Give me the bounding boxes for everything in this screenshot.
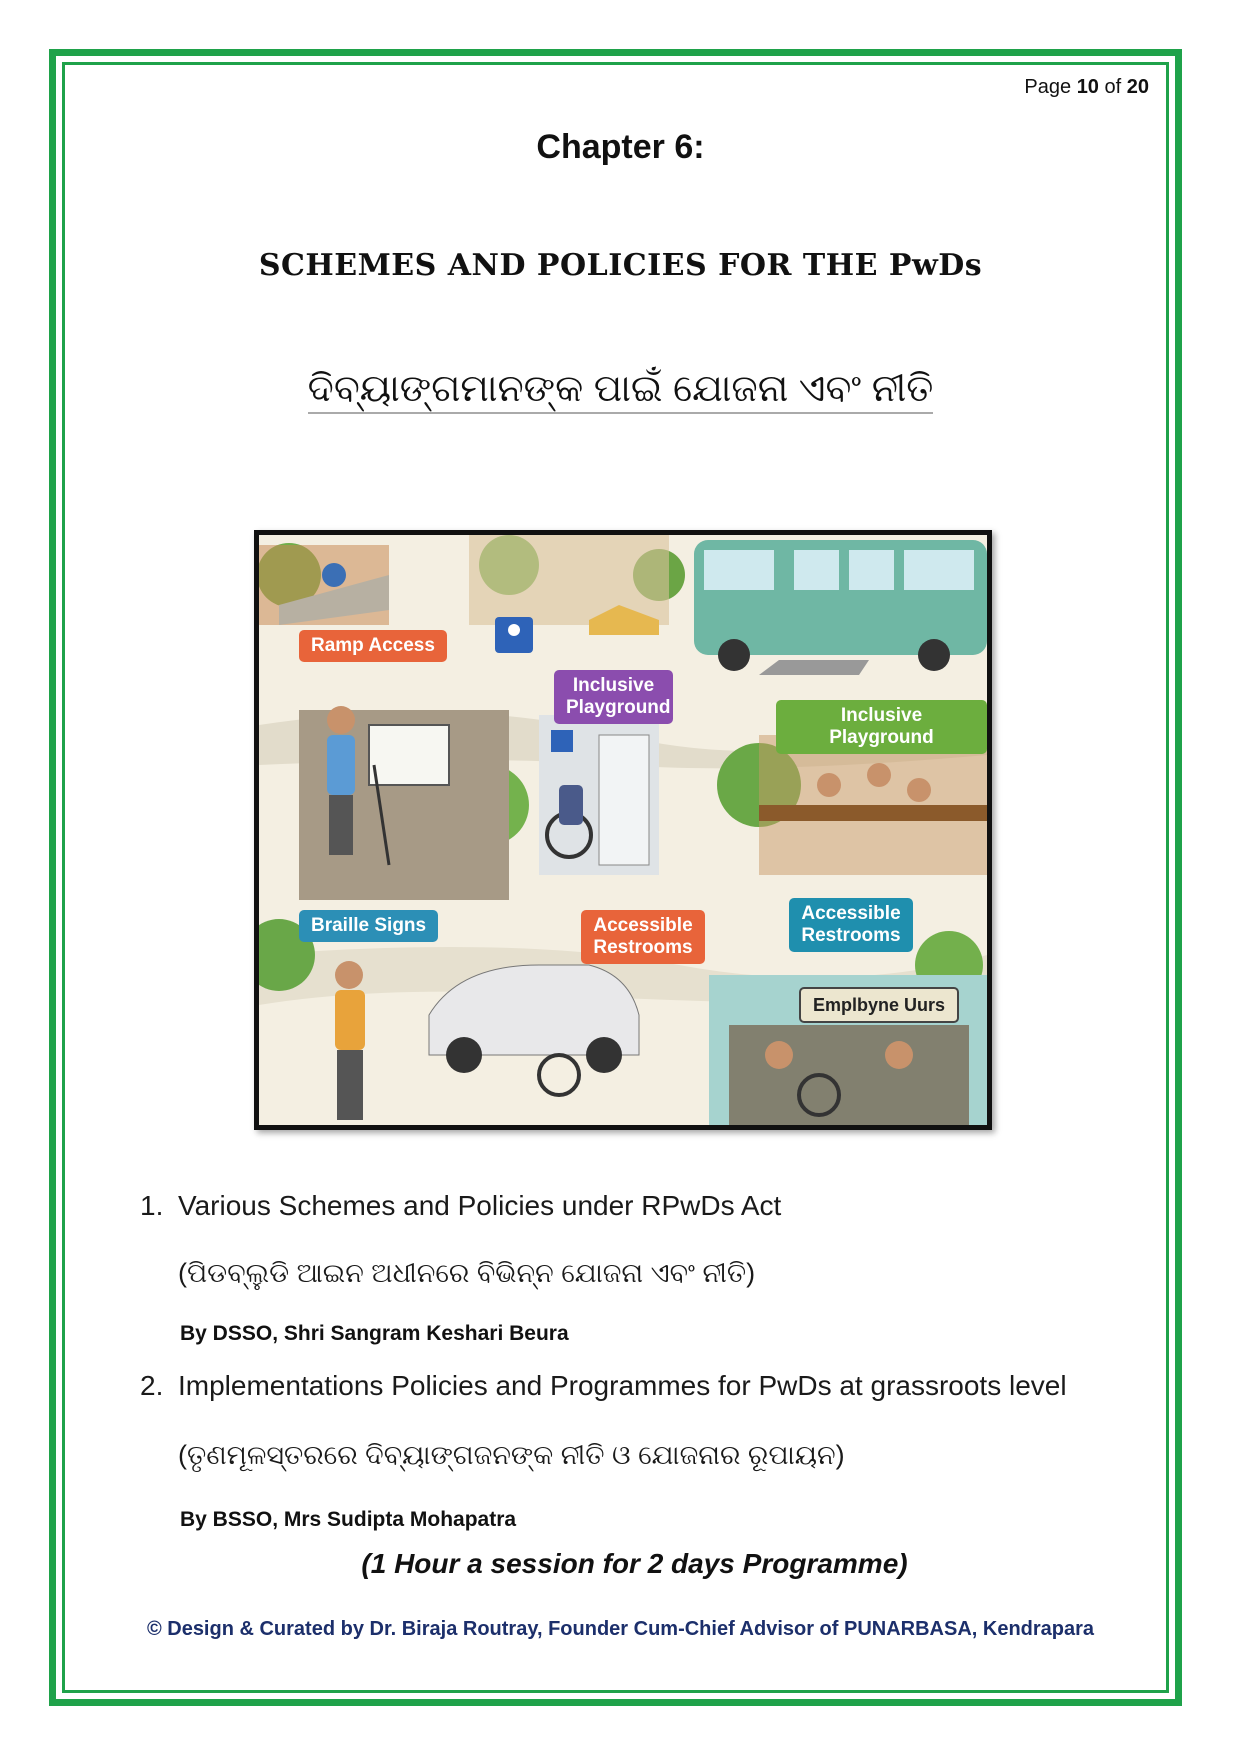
- list-number: 2.: [140, 1370, 164, 1401]
- illustration-scene: [259, 535, 987, 1125]
- list-item-odia: (ପିଡବ୍ଲୁଡି ଆଇନ ଅଧୀନରେ ବିଭିନ୍ନ ଯୋଜନା ଏବଂ ନୀତି): [178, 1258, 756, 1288]
- page-title-odia: ଦିବ୍ୟାଙ୍ଗମାନଙ୍କ ପାଇଁ ଯୋଜନା ଏବଂ ନୀତି: [0, 368, 1241, 411]
- chapter-heading: Chapter 6:: [536, 128, 705, 166]
- session-note: (1 Hour a session for 2 days Programme): [361, 1548, 908, 1579]
- page-title: SCHEMES AND POLICIES FOR THE PwDs: [258, 248, 983, 283]
- list-item-byline: By BSSO, Mrs Sudipta Mohapatra: [180, 1508, 517, 1531]
- list-item-odia: (ତୃଣମୂଳସ୍ତରରେ ଦିବ୍ୟାଙ୍ଗଜନଙ୍କ ନୀତି ଓ ଯୋଜନାର ରୂପାୟନ): [178, 1440, 845, 1470]
- page-number: Page 10 of 20: [1024, 76, 1149, 98]
- label-accessible-restrooms-2: Accessible Restrooms: [789, 898, 913, 952]
- label-ramp-access: Ramp Access: [299, 630, 447, 662]
- label-employment-sign: Emplbyne Uurs: [799, 987, 959, 1023]
- label-inclusive-playground-1: Inclusive Playground: [554, 670, 673, 724]
- label-accessible-restrooms-1: Accessible Restrooms: [581, 910, 705, 964]
- label-braille-signs: Braille Signs: [299, 910, 438, 942]
- list-number: 1.: [140, 1190, 164, 1221]
- list-item-title: Various Schemes and Policies under RPwDs Act: [178, 1190, 782, 1221]
- list-item-byline: By DSSO, Shri Sangram Keshari Beura: [180, 1322, 569, 1345]
- accessibility-illustration: [254, 530, 992, 1130]
- footer-credit: © Design & Curated by Dr. Biraja Routray, Founder Cum-Chief Advisor of PUNARBASA, Kendrapara: [146, 1618, 1095, 1640]
- label-inclusive-playground-2: Inclusive Playground: [776, 700, 987, 754]
- list-item-title: Implementations Policies and Programmes for PwDs at grassroots level: [178, 1370, 1067, 1401]
